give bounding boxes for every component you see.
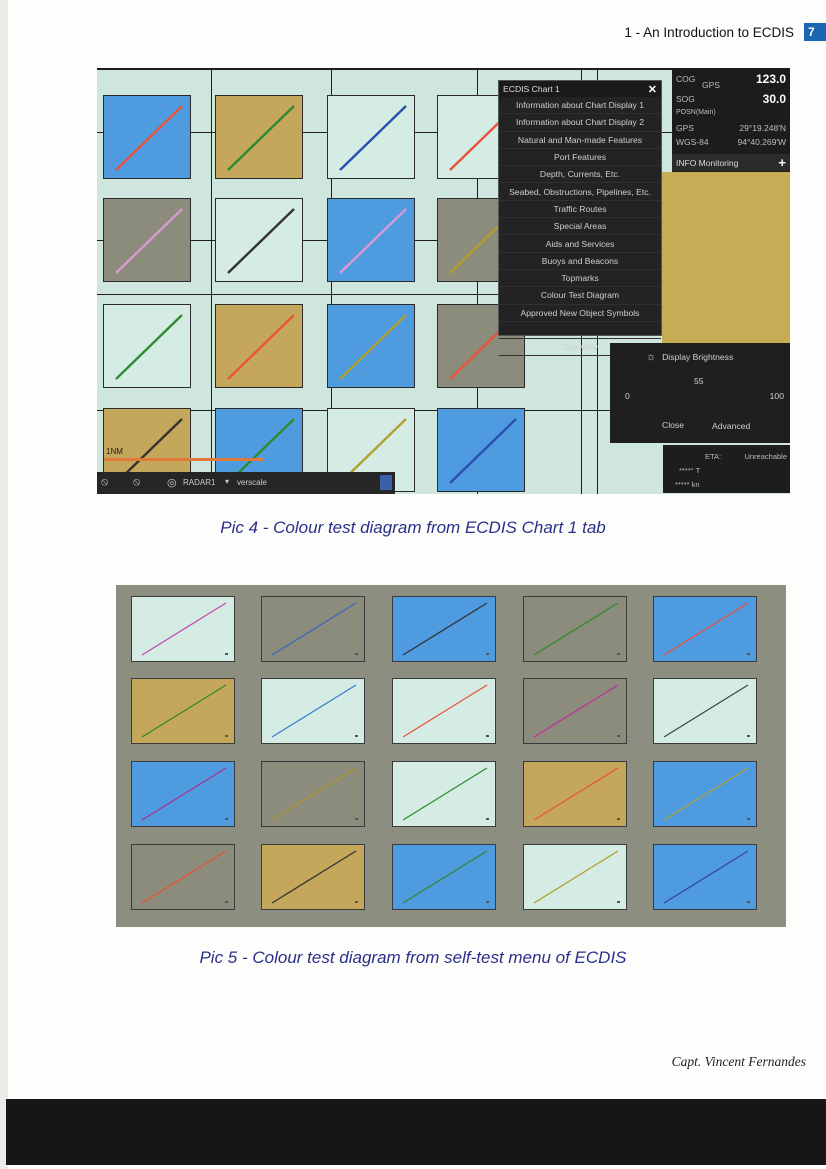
colour-line — [228, 106, 294, 170]
diagonal-line — [262, 762, 366, 828]
menu-item[interactable]: Depth, Currents, Etc. — [499, 166, 661, 183]
diagonal-line — [654, 597, 758, 663]
footer-band — [6, 1099, 826, 1165]
diagonal-line — [216, 96, 304, 180]
brightness-title: Display Brightness — [662, 352, 734, 362]
diagonal-line — [132, 845, 236, 911]
advanced-button[interactable]: Advanced — [712, 421, 751, 431]
diagonal-line — [132, 762, 236, 828]
menu-item[interactable] — [499, 322, 661, 339]
menu-item[interactable]: Aids and Services — [499, 235, 661, 252]
colour-test-tile — [261, 844, 365, 910]
tile-marker — [747, 818, 750, 820]
colour-line — [116, 209, 182, 273]
scale-bar — [104, 458, 264, 461]
page-number: 7 — [804, 23, 826, 41]
colour-line — [450, 419, 516, 483]
sog-value: 30.0 — [762, 92, 786, 106]
diagonal-line — [216, 199, 304, 283]
cog-value: 123.0 — [755, 72, 786, 86]
colour-test-tile — [392, 678, 496, 744]
colour-test-tile — [523, 596, 627, 662]
colour-test-tile — [653, 678, 757, 744]
scale-field[interactable]: verscale — [237, 478, 267, 487]
menu-title: ECDIS Chart 1 — [503, 84, 560, 94]
ecdis-bottom-toolbar — [97, 472, 395, 494]
display-brightness-dialog — [610, 343, 790, 443]
chapter-title: 1 - An Introduction to ECDIS — [624, 24, 794, 40]
menu-item[interactable]: Special Areas — [499, 218, 661, 235]
colour-line — [664, 603, 748, 655]
colour-line — [142, 603, 226, 655]
colour-test-tile — [131, 761, 235, 827]
tile-marker — [486, 653, 489, 655]
colour-test-tile — [131, 844, 235, 910]
colour-test-tile — [523, 678, 627, 744]
page-header — [624, 22, 826, 42]
colour-test-tile — [392, 761, 496, 827]
menu-item[interactable]: Information about Chart Display 2 — [499, 114, 661, 131]
tile-marker — [617, 818, 620, 820]
eta-panel — [663, 445, 790, 493]
colour-line — [142, 685, 226, 737]
tile-marker — [617, 901, 620, 903]
tile-marker — [355, 653, 358, 655]
tile-marker — [486, 901, 489, 903]
cog-source: GPS — [702, 80, 720, 90]
colour-test-tile — [653, 596, 757, 662]
tile-marker — [747, 901, 750, 903]
caption-pic4: Pic 4 - Colour test diagram from ECDIS Chart 1 tab — [220, 518, 606, 537]
route-icon-2[interactable]: ⦸ — [133, 476, 141, 488]
colour-test-tile — [131, 596, 235, 662]
colour-line — [403, 768, 487, 820]
colour-test-tile — [523, 761, 627, 827]
menu-title-bar — [499, 81, 661, 97]
menu-item[interactable]: Seabed, Obstructions, Pipelines, Etc. — [499, 183, 661, 200]
diagonal-line — [438, 409, 526, 493]
cog-label: COG — [676, 74, 696, 84]
brightness-max: 100 — [769, 391, 784, 401]
colour-test-tile — [103, 304, 191, 388]
tile-marker — [355, 735, 358, 737]
diagonal-line — [524, 679, 628, 745]
diagonal-line — [132, 679, 236, 745]
menu-item[interactable]: Port Features — [499, 149, 661, 166]
tile-marker — [747, 653, 750, 655]
close-icon[interactable]: ✕ — [647, 83, 657, 96]
info-monitoring-bar[interactable] — [672, 154, 790, 171]
colour-test-tile — [215, 95, 303, 179]
colour-line — [534, 685, 618, 737]
datum-label: WGS-84 — [676, 137, 709, 147]
eta-row2: ***** kn — [675, 480, 700, 489]
colour-line — [664, 768, 748, 820]
colour-test-tile — [653, 761, 757, 827]
colour-test-tile — [437, 408, 525, 492]
posn-label: POSN(Main) — [676, 109, 716, 116]
colour-line — [272, 768, 356, 820]
tile-marker — [355, 901, 358, 903]
colour-line — [116, 315, 182, 379]
colour-test-tile — [392, 596, 496, 662]
sog-label: SOG — [676, 94, 695, 104]
diagonal-line — [654, 762, 758, 828]
menu-item[interactable]: Approved New Object Symbols — [499, 305, 661, 322]
colour-line — [340, 106, 406, 170]
diagonal-line — [132, 597, 236, 663]
colour-line — [664, 685, 748, 737]
diagonal-line — [262, 845, 366, 911]
colour-test-tile — [131, 678, 235, 744]
colour-line — [272, 851, 356, 903]
tile-marker — [225, 818, 228, 820]
colour-line — [228, 315, 294, 379]
brightness-slider[interactable] — [622, 389, 784, 401]
colour-line — [534, 603, 618, 655]
info-monitoring-label: INFO Monitoring — [676, 157, 739, 168]
sun-icon: ☼ — [646, 351, 657, 363]
colour-line — [142, 768, 226, 820]
colour-line — [403, 851, 487, 903]
menu-item[interactable]: Natural and Man-made Features — [499, 132, 661, 149]
colour-line — [272, 603, 356, 655]
diagonal-line — [393, 679, 497, 745]
close-button[interactable]: Close — [662, 420, 684, 430]
radar-label[interactable]: RADAR1 — [183, 478, 216, 487]
list-icon[interactable] — [380, 475, 392, 490]
eta-value: Unreachable — [744, 452, 787, 461]
menu-item[interactable]: Topmarks — [499, 270, 661, 287]
colour-test-tile — [103, 95, 191, 179]
plus-icon[interactable]: + — [778, 155, 786, 170]
colour-line — [664, 851, 748, 903]
colour-line — [142, 851, 226, 903]
colour-test-tile — [215, 304, 303, 388]
diagonal-line — [104, 305, 192, 389]
tile-marker — [355, 818, 358, 820]
diagonal-line — [104, 199, 192, 283]
diagonal-line — [328, 305, 416, 389]
colour-test-tile — [261, 761, 365, 827]
diagonal-line — [654, 845, 758, 911]
tile-marker — [617, 735, 620, 737]
navigation-panel — [672, 68, 790, 172]
colour-line — [403, 685, 487, 737]
tile-marker — [617, 653, 620, 655]
colour-line — [403, 603, 487, 655]
menu-item[interactable]: Colour Test Diagram — [499, 287, 661, 304]
tile-marker — [486, 818, 489, 820]
ecdis-chart1-menu — [498, 80, 662, 353]
diagonal-line — [654, 679, 758, 745]
caption-pic5: Pic 5 - Colour test diagram from self-test menu of ECDIS — [199, 948, 627, 967]
latitude: 29°19.248'N — [739, 123, 786, 133]
tile-marker — [225, 653, 228, 655]
brightness-value: 55 — [694, 376, 704, 386]
diagonal-line — [328, 96, 416, 180]
colour-test-tile — [215, 198, 303, 282]
tile-marker — [225, 735, 228, 737]
diagonal-line — [393, 845, 497, 911]
brightness-min: 0 — [625, 391, 630, 401]
diagonal-line — [524, 845, 628, 911]
tile-marker — [225, 901, 228, 903]
diagonal-line — [524, 597, 628, 663]
menu-item[interactable]: Traffic Routes — [499, 201, 661, 218]
colour-test-tile — [103, 198, 191, 282]
diagonal-line — [262, 597, 366, 663]
diagonal-line — [104, 96, 192, 180]
colour-line — [340, 315, 406, 379]
colour-test-diagram-screenshot — [116, 585, 786, 927]
chevron-down-icon[interactable]: ▾ — [225, 477, 230, 486]
scale-label: 1NM — [106, 447, 123, 456]
chart-grid-line — [211, 68, 212, 494]
colour-line — [340, 209, 406, 273]
diagonal-line — [524, 762, 628, 828]
colour-test-tile — [261, 596, 365, 662]
radar-icon[interactable]: ◎ — [167, 477, 177, 489]
gps-label: GPS — [676, 123, 694, 133]
diagonal-line — [262, 679, 366, 745]
colour-line — [272, 685, 356, 737]
longitude: 94°40.269'W — [737, 137, 786, 147]
colour-line — [228, 209, 294, 273]
colour-test-tile — [327, 95, 415, 179]
colour-test-tile — [327, 198, 415, 282]
colour-line — [116, 106, 182, 170]
colour-line — [534, 851, 618, 903]
colour-test-tile — [653, 844, 757, 910]
colour-test-tile — [523, 844, 627, 910]
menu-item[interactable]: Buoys and Beacons — [499, 253, 661, 270]
eta-label: ETA: — [705, 452, 722, 461]
diagonal-line — [393, 762, 497, 828]
colour-test-tile — [327, 304, 415, 388]
colour-test-tile — [392, 844, 496, 910]
menu-item[interactable]: Information about Chart Display 1 — [499, 97, 661, 114]
diagonal-line — [216, 305, 304, 389]
menu-item[interactable]: Overview — [499, 339, 661, 356]
diagonal-line — [393, 597, 497, 663]
eta-row1: ****° T — [679, 466, 701, 475]
author-name: Capt. Vincent Fernandes — [671, 1054, 806, 1069]
page-edge-strip — [0, 0, 8, 1169]
diagonal-line — [328, 199, 416, 283]
tile-marker — [747, 735, 750, 737]
colour-test-tile — [261, 678, 365, 744]
colour-line — [534, 768, 618, 820]
tile-marker — [486, 735, 489, 737]
chart-land-area — [662, 172, 790, 344]
route-icon[interactable]: ⦸ — [101, 476, 109, 488]
